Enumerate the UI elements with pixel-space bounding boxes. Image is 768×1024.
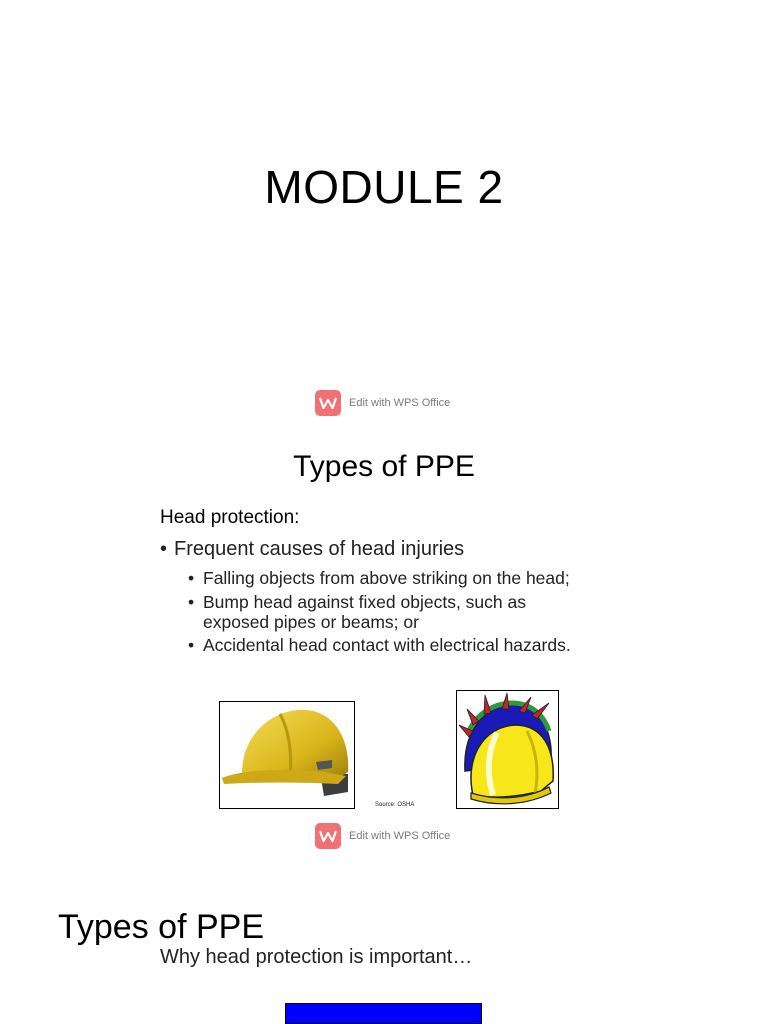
sub-bullet-text: Falling objects from above striking on the head; xyxy=(203,568,570,588)
sub-bullet-text: Accidental head contact with electrical hazards. xyxy=(203,635,571,655)
bullet-text: Frequent causes of head injuries xyxy=(174,538,465,560)
module-title: MODULE 2 xyxy=(264,161,504,213)
hardhat-photo xyxy=(219,701,355,809)
wps-edit-label: Edit with WPS Office xyxy=(349,830,451,842)
hardhat-clipart xyxy=(456,690,559,809)
section-heading: Head protection: xyxy=(160,507,300,528)
slide-subtitle: Why head protection is important… xyxy=(160,946,473,968)
sub-bullet-text: Bump head against fixed objects, such as xyxy=(203,592,526,612)
sub-bullet-item: • Falling objects from above striking on the head; xyxy=(188,568,570,588)
blue-content-box xyxy=(285,1003,482,1024)
wps-edit-badge[interactable] xyxy=(315,390,450,416)
slide-title: Types of PPE xyxy=(293,450,475,483)
source-caption: Source: OSHA xyxy=(375,802,415,808)
sub-bullet-continuation: exposed pipes or beams; or xyxy=(203,612,419,632)
slide-title: Types of PPE xyxy=(58,908,264,946)
wps-edit-label: Edit with WPS Office xyxy=(349,397,451,409)
sub-bullet-item: • Bump head against fixed objects, such as xyxy=(188,592,526,612)
sub-bullet-item: • Accidental head contact with electrical hazards. xyxy=(188,635,571,655)
wps-logo-icon xyxy=(315,823,341,849)
wps-edit-badge[interactable] xyxy=(315,823,450,849)
bullet-item: • Frequent causes of head injuries xyxy=(160,538,465,560)
wps-logo-icon xyxy=(315,390,341,416)
